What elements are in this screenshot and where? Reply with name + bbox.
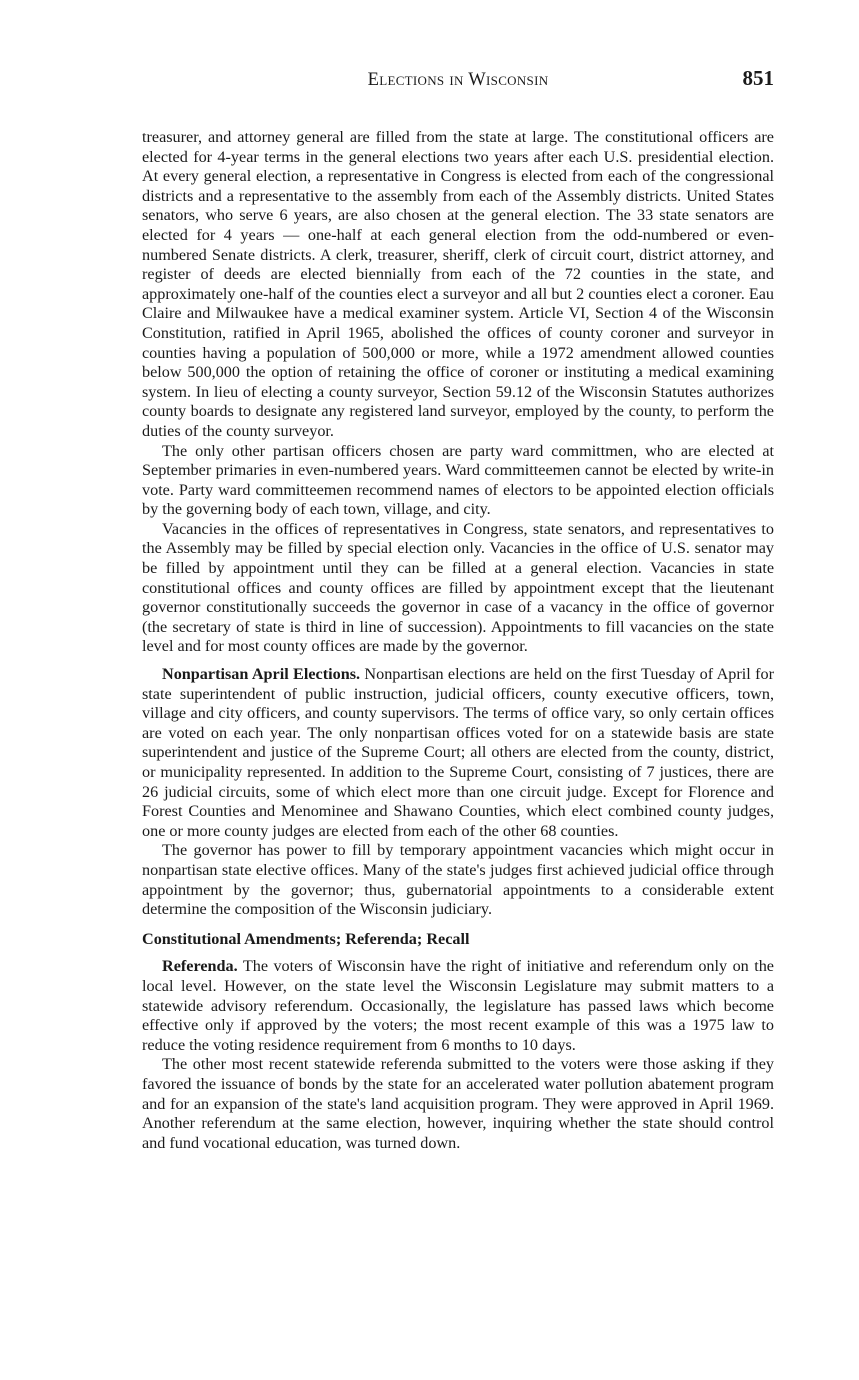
document-page	[142, 62, 774, 1153]
paragraph-4-text: Nonpartisan elections are held on the first Tuesday of April for state superintendent of public instruction, judicial officers, county executive officers, town, village and city officers, and county supervisors. The terms of office vary, so only certain offices are voted on each year. The only nonpartisan offices voted for on a statewide basis are state superintendent and justice of the Supreme Court; all others are elected from the county, district, or municipality represented. In addition to the Supreme Court, consisting of 7 justices, there are 26 judicial circuits, some of which elect more than one circuit judge. Except for Florence and Forest Counties and Menominee and Shawano Counties, which elect combined county judges, one or more county judges are elected from each of the other 68 counties.	[142, 665, 775, 840]
paragraph-2: The only other partisan officers chosen are party ward committmen, who are elected at September primaries in even-numbered years. Ward committeemen cannot be elected by write-in vote. Party ward committeemen recommend names of electors to be appointed election officials by the governing body of each town, village, and city.	[142, 441, 774, 519]
running-title: Elections in Wisconsin	[367, 70, 549, 90]
body-text	[142, 128, 774, 1153]
nonpartisan-elections-heading: Nonpartisan April Elections.	[162, 665, 361, 684]
page-number: 851	[742, 66, 774, 90]
paragraph-1: treasurer, and attorney general are filled from the state at large. The constitutional officers are elected for 4-year terms in the general elections two years after each U.S. presidential election. At every general election, a representative in Congress is elected from each of the congressional districts and a representative to the assembly from each of the Assembly districts. United States senators, who serve 6 years, are also chosen at the general election. The 33 state senators are elected for 4 years — one-half at each general election from the odd-numbered or even-numbered Senate districts. A clerk, treasurer, sheriff, clerk of circuit court, district attorney, and register of deeds are elected biennially from each of the 72 counties in the state, and approximately one-half of the counties elect a surveyor and all but 2 counties elect a coroner. Eau Claire and Milwaukee have a medical examiner system. Article VI, Section 4 of the Wisconsin Constitution, ratified in April 1965, abolished the offices of county coroner and surveyor in counties having a population of 500,000 or more, while a 1972 amendment allowed counties below 500,000 the option of retaining the office of coroner or instituting a medical examining system. In lieu of electing a county surveyor, Section 59.12 of the Wisconsin Statutes authorizes county boards to designate any registered land surveyor, employed by the county, to perform the duties of the county surveyor.	[142, 128, 774, 440]
running-head	[142, 62, 774, 98]
paragraph-5: The governor has power to fill by temporary appointment vacancies which might occur in nonpartisan state elective offices. Many of the state's judges first achieved judicial office through appointment by the governor; thus, gubernatorial appointments to a considerable extent determine the composition of the Wisconsin judiciary.	[142, 841, 774, 919]
section-heading: Constitutional Amendments; Referenda; Recall	[142, 929, 470, 948]
paragraph-7: The other most recent statewide referenda submitted to the voters were those asking if they favored the issuance of bonds by the state for an accelerated water pollution abatement program and for an expansion of the state's land acquisition program. They were approved in April 1969. Another referendum at the same election, however, inquiring whether the state should control and fund vocational education, was turned down.	[142, 1055, 774, 1152]
paragraph-3: Vacancies in the offices of representatives in Congress, state senators, and representatives to the Assembly may be filled by special election only. Vacancies in the office of U.S. senator may be filled by appointment until they can be filled at a general election. Vacancies in state constitutional offices and county offices are filled by appointment except that the lieutenant governor constitutionally succeeds the governor in case of a vacancy in the office of governor (the secretary of state is third in line of succession). Appointments to fill vacancies on the state level and for most county offices are made by the governor.	[142, 519, 774, 656]
paragraph-6	[142, 957, 774, 1055]
paragraph-4	[142, 665, 774, 841]
paragraph-6-text: The voters of Wisconsin have the right of initiative and referendum only on the local level. However, on the state level the Wisconsin Legislature may submit matters to a statewide advisory referendum. Occasionally, the legislature has passed laws which become effective only if approved by the voters; the most recent example of this was a 1975 law to reduce the voting residence requirement from 6 months to 10 days.	[142, 957, 774, 1054]
referenda-heading: Referenda.	[162, 957, 238, 976]
